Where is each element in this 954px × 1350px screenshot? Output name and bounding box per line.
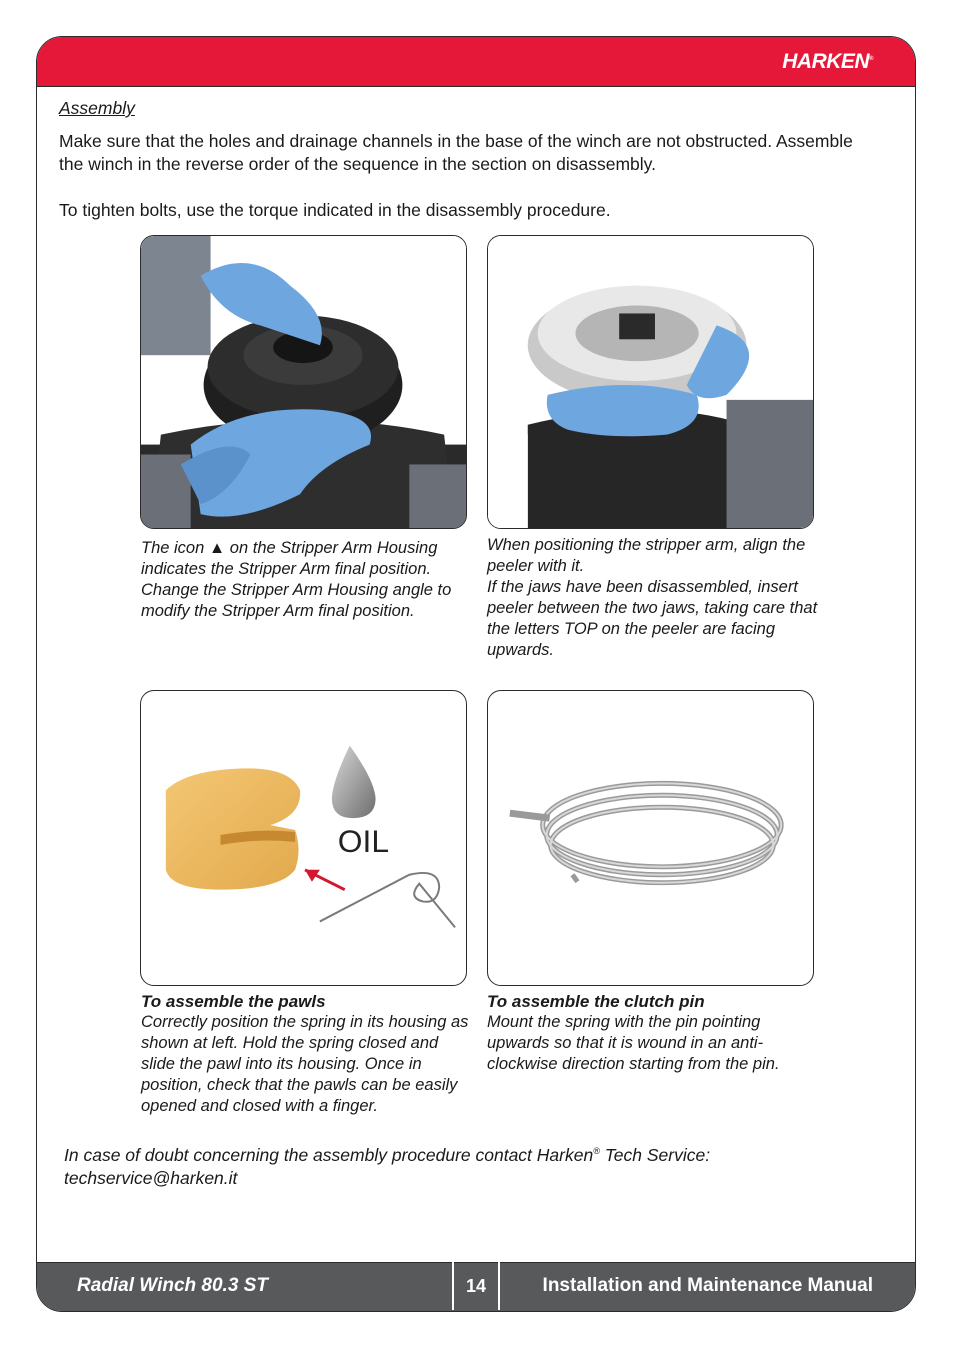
- tech-service-email[interactable]: techservice@harken.it: [64, 1167, 238, 1188]
- assembly-paragraph-2: To tighten bolts, use the torque indicated in the disassembly procedure.: [59, 200, 611, 220]
- footer-bar: [37, 1262, 915, 1311]
- footer-product-name: Radial Winch 80.3 ST: [77, 1275, 268, 1296]
- caption-stripper-arm-peeler: When positioning the stripper arm, align the peeler with it. If the jaws have been disassembled, insert peeler between the two jaws, taking care that the letters TOP on the peeler are facing upwards.: [487, 536, 818, 659]
- illustration-pawl-spring: [140, 690, 467, 986]
- photo-stripper-arm-housing: [140, 235, 467, 529]
- page-number: 14: [452, 1262, 500, 1310]
- illustration-clutch-pin-spring: [487, 690, 814, 986]
- page-frame: [36, 36, 916, 1312]
- caption-stripper-arm-housing: The icon ▲ on the Stripper Arm Housing indicates the Stripper Arm final position. Change the Stripper Arm Housing angle to modify the Stripper Arm final position.: [141, 539, 452, 620]
- caption-assemble-pawls: To assemble the pawls Correctly position the spring in its housing as shown at left. Hold the spring closed and slide the pawl into its housing. Once in position, check that the pawls can be easily opened and closed with a finger.: [141, 991, 471, 1117]
- caption-assemble-clutch-pin: To assemble the clutch pin Mount the spring with the pin pointing upwards so that it is wound in an anti-clockwise direction starting from the pin.: [487, 991, 812, 1075]
- clutch-title: To assemble the clutch pin: [487, 992, 705, 1011]
- header-band: [37, 37, 915, 87]
- section-title: Assembly: [59, 98, 135, 118]
- harken-logo: HARKEN®: [782, 50, 873, 73]
- assembly-paragraph-1: Make sure that the holes and drainage channels in the base of the winch are not obstructed. Assemble the winch in the reverse order of the sequence in the section on disassembly.: [59, 131, 853, 174]
- oil-label: OIL: [337, 822, 390, 859]
- footer-manual-title: Installation and Maintenance Manual: [542, 1275, 873, 1296]
- tech-service-note: In case of doubt concerning the assembly procedure contact Harken® Tech Service: techservice@harken.it: [64, 1144, 711, 1188]
- pawls-title: To assemble the pawls: [141, 992, 326, 1011]
- triangle-icon: ▲: [208, 539, 226, 557]
- photo-stripper-arm-peeler: [487, 235, 814, 529]
